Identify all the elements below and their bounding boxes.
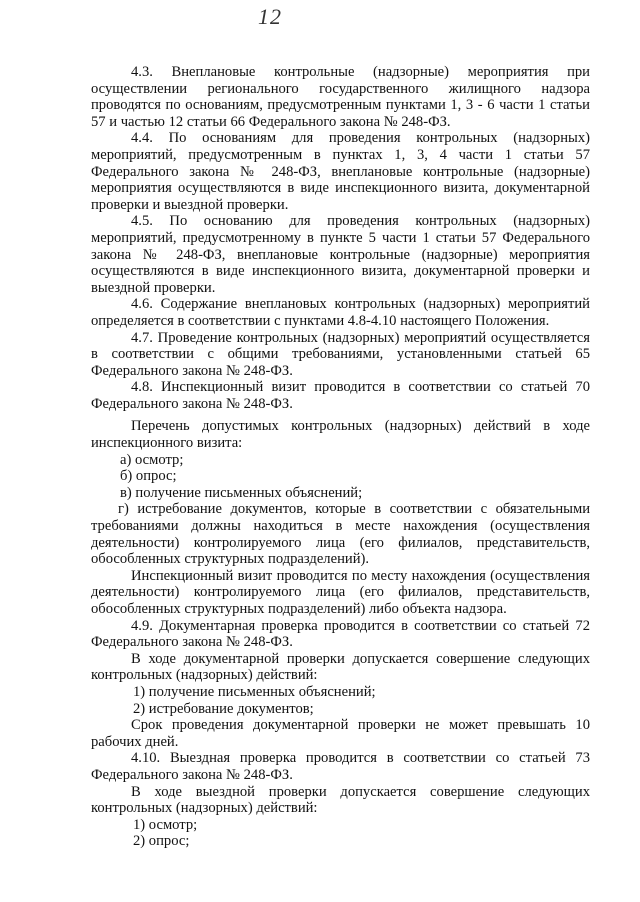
paragraph-4-3: 4.3. Внеплановые контрольные (надзорные) мероприятия при осуществлении регионального государственного жилищного надзора проводятся по основаниям, предусмотренным пунктами 1, 3 - 6 части 1 статьи 57 и частью 12 статьи 66 Федерального закона № 248-ФЗ. xyxy=(91,64,590,130)
list-item-doc-1: 1) получение письменных объяснений; xyxy=(133,683,376,700)
document-body xyxy=(91,64,590,850)
list-item-g: г) истребование документов, которые в соответствии с обязательными требованиями должны находиться в месте нахождения (осуществления деятельности) контролируемого лица (его филиалов, представительств, обособленных структурных подразделений). xyxy=(91,501,590,568)
list-item-b: б) опрос; xyxy=(120,468,177,485)
paragraph-onsite-check-actions: В ходе выездной проверки допускается совершение следующих контрольных (надзорных) действий: xyxy=(91,783,590,817)
paragraph-doc-check-actions: В ходе документарной проверки допускается совершение следующих контрольных (надзорных) действий: xyxy=(91,650,590,684)
paragraph-4-6: 4.6. Содержание внеплановых контрольных (надзорных) мероприятий определяется в соответствии с пунктами 4.8-4.10 настоящего Положения. xyxy=(91,296,590,329)
paragraph-4-4: 4.4. По основаниям для проведения контрольных (надзорных) мероприятий, предусмотренным в пунктах 1, 3, 4 части 1 статьи 57 Федерального закона № 248-ФЗ, внеплановые контрольные (надзорные) мероприятия осуществляются в виде инспекционного визита, документарной проверки и выездной проверки. xyxy=(91,130,590,213)
list-item-onsite-2: 2) опрос; xyxy=(133,833,190,850)
paragraph-4-9: 4.9. Документарная проверка проводится в соответствии со статьей 72 Федерального закона № 248-ФЗ. xyxy=(91,617,590,651)
page-number: 12 xyxy=(258,4,282,29)
paragraph-4-5: 4.5. По основанию для проведения контрольных (надзорных) мероприятий, предусмотренному в пункте 5 части 1 статьи 57 Федерального закона № 248-ФЗ, внеплановые контрольные (надзорные) мероприятия осуществляются в виде инспекционного визита, документарной проверки и выездной проверки. xyxy=(91,213,590,296)
list-item-a: а) осмотр; xyxy=(120,451,184,468)
paragraph-4-7: 4.7. Проведение контрольных (надзорных) мероприятий осуществляется в соответствии с общими требованиями, установленными статьей 65 Федерального закона № 248-ФЗ. xyxy=(91,329,590,379)
paragraph-inspection-list-intro: Перечень допустимых контрольных (надзорных) действий в ходе инспекционного визита: xyxy=(91,418,590,452)
list-item-onsite-1: 1) осмотр; xyxy=(133,816,198,833)
paragraph-doc-check-term: Срок проведения документарной проверки не может превышать 10 рабочих дней. xyxy=(91,717,590,750)
paragraph-4-8: 4.8. Инспекционный визит проводится в соответствии со статьей 70 Федерального закона № 248-ФЗ. xyxy=(91,379,590,412)
list-item-doc-2: 2) истребование документов; xyxy=(133,700,314,717)
paragraph-inspection-location: Инспекционный визит проводится по месту нахождения (осуществления деятельности) контролируемого лица (его филиалов, представительств, обособленных структурных подразделений) либо объекта надзора. xyxy=(91,567,590,617)
list-item-v: в) получение письменных объяснений; xyxy=(120,484,363,501)
paragraph-4-10: 4.10. Выездная проверка проводится в соответствии со статьей 73 Федерального закона № 248-ФЗ. xyxy=(91,750,590,783)
